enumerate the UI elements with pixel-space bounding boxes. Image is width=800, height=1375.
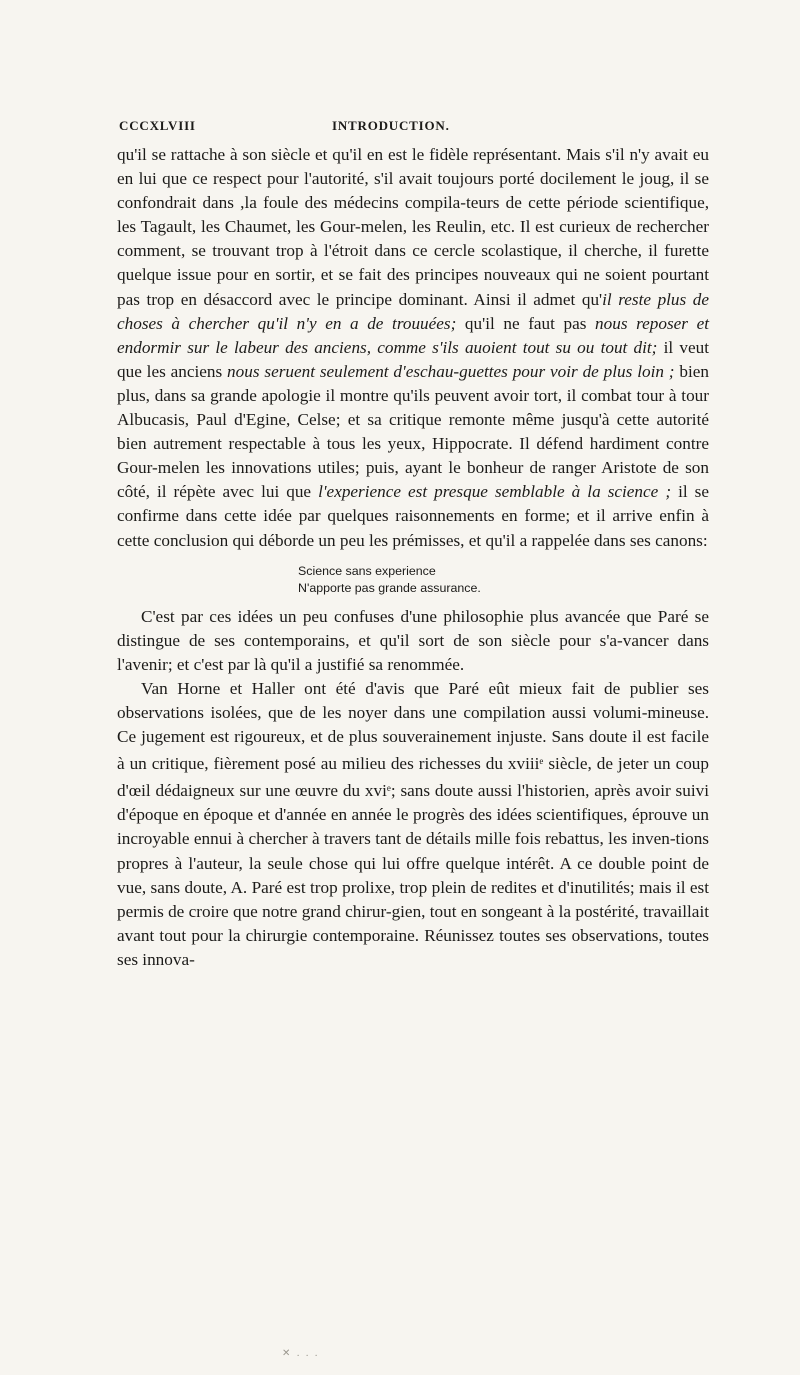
stray-print-mark: ✕ . . . [282, 1348, 320, 1359]
paragraph-2: C'est par ces idées un peu confuses d'une philosophie plus avancée que Paré se distingue de ses contemporains, et qu'il sort de son siècle pour s'a-vancer dans l'avenir; et c'est par là qu'il a justifié sa renommée. [117, 606, 709, 674]
quote-line-1: Science sans experience [298, 563, 436, 578]
running-title: INTRODUCTION. [332, 118, 450, 133]
body-text [117, 143, 709, 972]
verse-quote [298, 563, 709, 597]
page-folio: CCCXLVIII [119, 118, 196, 133]
paragraph-1: qu'il se rattache à son siècle et qu'il en est le fidèle représentant. Mais s'il n'y avait eu en lui que ce respect pour l'autorité, s'il avait toujours porté docilement le joug, il se confondrait dans ,la foule des médecins compila-teurs de cette période scientifique, les Tagault, les Chaumet, les Gour-melen, les Reulin, etc. Il est curieux de rechercher comment, se trouvant trop à l'étroit dans ce cercle scolastique, il cherche, il furette quelque issue pour en sortir, et se fait des principes nouveaux qui ne soient pourtant pas trop en désaccord avec le principe dominant. Ainsi il admet qu'il reste plus de choses à chercher qu'il n'y en a de trouuées; qu'il ne faut pas nous reposer et endormir sur le labeur des anciens, comme s'ils auoient tout su ou tout dit; il veut que les anciens nous seruent seulement d'eschau-guettes pour voir de plus loin ; bien plus, dans sa grande apologie il montre qu'ils peuvent avoir tort, il combat tour à tour Albucasis, Paul d'Egine, Celse; et sa critique remonte même jusqu'à cette autorité bien autrement respectable à tous les yeux, Hippocrate. Il défend hardiment contre Gour-melen les innovations utiles; puis, ayant le bonheur de ranger Aristote de son côté, il répète avec lui que l'experience est presque semblable à la science ; il se confirme dans cette idée par quelques raisonnements en forme; et il arrive enfin à cette conclusion qui déborde un peu les prémisses, et qu'il a rappelée dans ses canons: [117, 145, 710, 550]
quote-line-2: N'apporte pas grande assurance. [298, 580, 481, 595]
paragraph-3: Van Horne et Haller ont été d'avis que Paré eût mieux fait de publier ses observations isolées, que de les noyer dans une compilation aussi volumi-mineuse. Ce jugement est rigoureux, et de plus souverainement injuste. Sans doute il est facile à un critique, fièrement posé au milieu des richesses du xviii$^e$ siècle, de jeter un coup d'œil dédaigneux sur une œuvre du xvi$^e$; sans doute aussi l'historien, après avoir suivi d'époque en époque et d'année en année le progrès des idées scientifiques, éprouve un incroyable ennui à chercher à travers tant de détails mille fois rebattus, les inven-tions propres à l'auteur, la seule chose qui lui offre quelque intérêt. A ce double point de vue, sans doute, A. Paré est trop prolixe, trop plein de redites et d'inutilités; mais il est permis de croire que notre grand chirur-gien, tout en songeant à la postérité, travaillait avant tout pour la chirurgie contemporaine. Réunissez toutes ses observations, toutes ses innova- [117, 678, 709, 969]
